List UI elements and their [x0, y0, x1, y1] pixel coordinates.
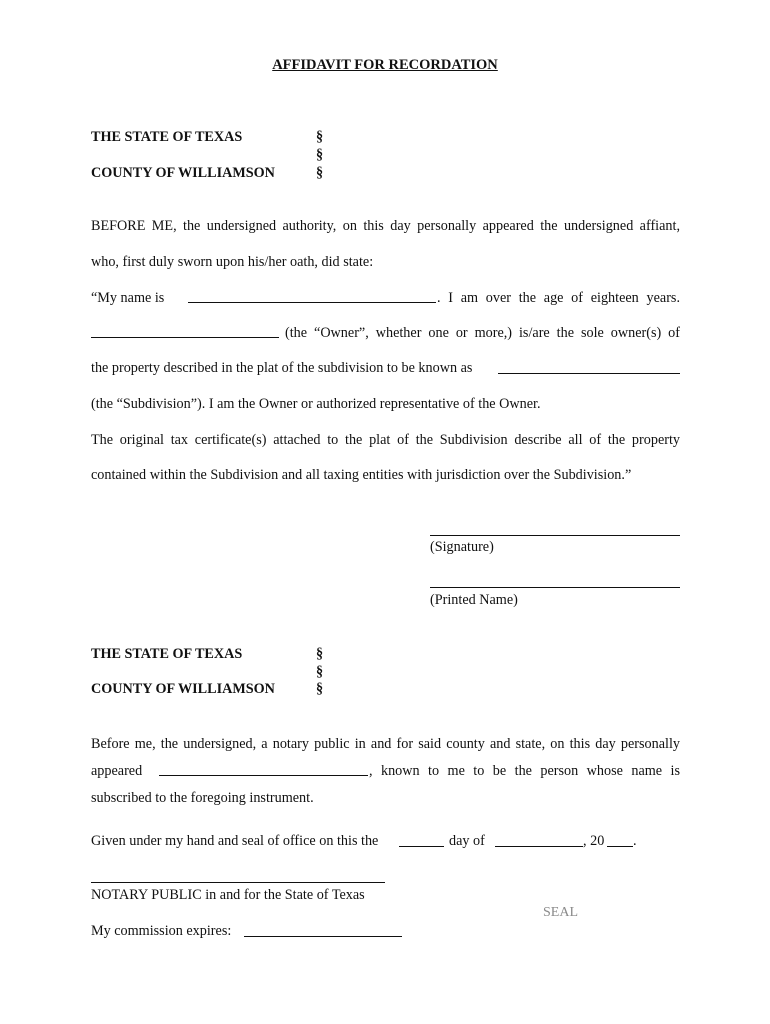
subdivision-name-blank[interactable]	[498, 373, 680, 374]
appeared-name-blank[interactable]	[159, 775, 368, 776]
venue-state: THE STATE OF TEXAS	[91, 646, 243, 662]
day-of-label: day of	[449, 833, 485, 849]
section-mark: §	[316, 147, 324, 163]
notary-signature-line[interactable]	[91, 882, 385, 883]
body-line-8: contained within the Subdivision and all taxing entities with jurisdiction over the Subdivision.”	[91, 467, 632, 483]
given-end: .	[633, 833, 637, 849]
section-mark: §	[316, 646, 324, 662]
venue-county: COUNTY OF WILLIAMSON	[91, 681, 275, 697]
year-blank[interactable]	[607, 846, 633, 847]
section-mark: §	[316, 681, 324, 697]
section-mark: §	[316, 165, 324, 181]
appeared-label: appeared	[91, 763, 143, 779]
venue-state: THE STATE OF TEXAS	[91, 129, 243, 145]
body-line-2: who, first duly sworn upon his/her oath, did state:	[91, 254, 374, 270]
affiant-name-blank[interactable]	[188, 302, 436, 303]
notary-line-2: , known to me to be the person whose name is	[369, 763, 680, 779]
notary-public-label: NOTARY PUBLIC in and for the State of Texas	[91, 887, 365, 903]
printed-name-label: (Printed Name)	[430, 592, 518, 608]
month-blank[interactable]	[495, 846, 583, 847]
notary-line-3: subscribed to the foregoing instrument.	[91, 790, 314, 806]
signature-label: (Signature)	[430, 539, 494, 555]
section-mark: §	[316, 129, 324, 145]
body-line-6: (the “Subdivision”). I am the Owner or authorized representative of the Owner.	[91, 396, 541, 412]
given-prefix: Given under my hand and seal of office on this the	[91, 833, 379, 849]
owner-statement: (the “Owner”, whether one or more,) is/are the sole owner(s) of	[285, 325, 680, 341]
body-line-1: BEFORE ME, the undersigned authority, on this day personally appeared the undersigned affiant,	[91, 218, 680, 234]
commission-date-blank[interactable]	[244, 936, 402, 937]
name-prefix: “My name is	[91, 290, 165, 306]
age-statement: . I am over the age of eighteen years.	[437, 290, 680, 306]
property-statement: the property described in the plat of the subdivision to be known as	[91, 360, 473, 376]
signature-line[interactable]	[430, 535, 680, 536]
year-prefix: , 20	[583, 833, 605, 849]
commission-label: My commission expires:	[91, 923, 232, 939]
seal-label: SEAL	[543, 905, 578, 920]
owner-name-blank[interactable]	[91, 337, 279, 338]
body-line-7: The original tax certificate(s) attached to the plat of the Subdivision describe all of the property	[91, 432, 680, 448]
notary-line-1: Before me, the undersigned, a notary public in and for said county and state, on this day personally	[91, 736, 680, 752]
document-title: AFFIDAVIT FOR RECORDATION	[272, 57, 498, 73]
section-mark: §	[316, 664, 324, 680]
printed-name-line[interactable]	[430, 587, 680, 588]
venue-county: COUNTY OF WILLIAMSON	[91, 165, 275, 181]
day-blank[interactable]	[399, 846, 444, 847]
